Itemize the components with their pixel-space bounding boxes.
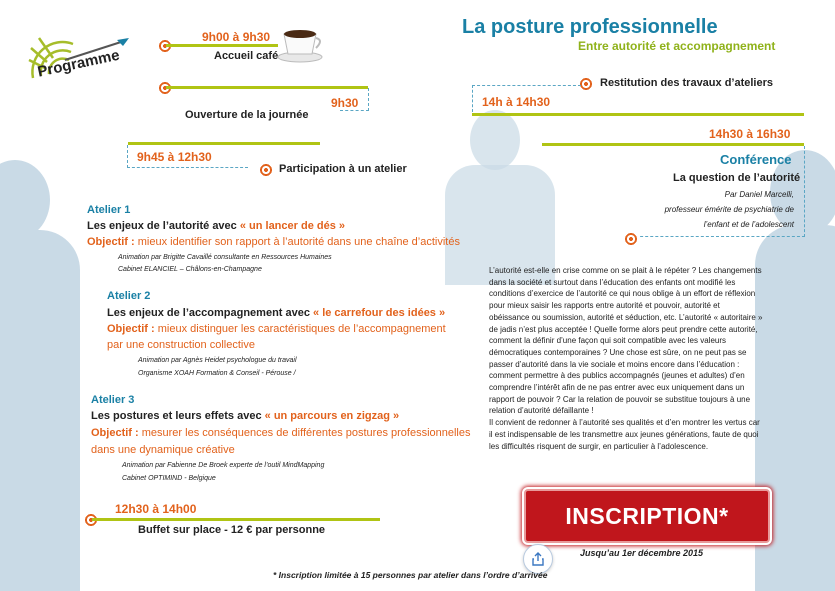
s2-label: Ouverture de la journée xyxy=(185,109,309,121)
silhouette-left-body xyxy=(0,230,80,591)
conference-body xyxy=(489,265,791,452)
body-line: conditions d’exercice de l’autorité ce qui nous oblige à un effort de réflexion xyxy=(489,289,756,299)
conference-title: La question de l’autorité xyxy=(673,172,801,184)
s3-label: Participation à un atelier xyxy=(279,163,407,175)
atelier-2-heading-quote: « le carrefour des idées » xyxy=(313,307,446,319)
body-line: comment permettre à des publics accompagnés (jeunes et adultes) d’en xyxy=(489,371,745,381)
atelier-1-animation: Animation par Brigitte Cavaillé consultante en Ressources Humaines xyxy=(118,254,332,261)
conference-role-2: l’enfant et de l’adolescent xyxy=(703,220,794,229)
atelier-2-objective xyxy=(107,323,446,335)
atelier-2-title: Atelier 2 xyxy=(107,290,151,302)
body-line: il est indispensable de les transmettre aux jeunes générations, faute de quoi xyxy=(489,429,759,439)
atelier-3-cabinet: Cabinet OPTIMIND - Belgique xyxy=(122,475,216,482)
conference-role-1: professeur émérite de psychiatrie de xyxy=(664,205,794,214)
divider-s2 xyxy=(166,86,368,89)
share-icon xyxy=(531,552,545,566)
s3-time: 9h45 à 12h30 xyxy=(137,150,212,164)
atelier-3-heading-quote: « un parcours en zigzag » xyxy=(264,410,400,422)
atelier-3-animation: Animation par Fabienne De Broek experte de l’outil MindMapping xyxy=(122,462,325,469)
atelier-1-objective-label: Objectif : xyxy=(87,236,135,248)
body-line: les difficultés risquent de surgir, en particulier à l’adolescence. xyxy=(489,441,709,451)
body-line: comment la définir d’une façon qui soit compatible avec les valeurs xyxy=(489,336,727,346)
body-line: comprendre l’intérêt afin de ne pas entrer avec eux uniquement dans un xyxy=(489,383,745,393)
atelier-1-title: Atelier 1 xyxy=(87,204,131,216)
inscription-button[interactable] xyxy=(524,489,770,543)
s5-time: 14h à 14h30 xyxy=(482,95,551,109)
atelier-3-heading xyxy=(91,410,399,422)
divider-s1 xyxy=(166,44,278,47)
body-line: obéissance ou soumission, autorité et séduction, etc. L’autorité « autoritaire » xyxy=(489,312,763,322)
s6-time: 14h30 à 16h30 xyxy=(709,127,791,141)
atelier-2-objective-cont: par une construction collective xyxy=(107,339,255,351)
body-line: dans la société et surtout dans l’éducation des enfants ont modifié les xyxy=(489,277,736,287)
s4-time: 12h30 à 14h00 xyxy=(115,502,197,516)
silhouette-left-head xyxy=(0,160,50,240)
body-line: de jadis n’est plus acceptée ! Quelle forme alors peut prendre cette autorité, xyxy=(489,324,758,334)
atelier-3-objective-cont: dans une dynamique créative xyxy=(91,444,235,456)
body-line: passer d’autorité dans la vie sociale et moins encore dans l’éducation : xyxy=(489,359,740,369)
body-line: rapport de pouvoir ? Car la relation de pouvoir se substitue toujours à une xyxy=(489,394,751,404)
atelier-1-cabinet: Cabinet ELANCIEL – Châlons-en-Champagne xyxy=(118,266,262,273)
page-subtitle: Entre autorité et accompagnement xyxy=(578,39,776,53)
atelier-1-heading-text: Les enjeux de l’autorité avec xyxy=(87,220,240,232)
conference-speaker: Par Daniel Marcelli, xyxy=(724,190,794,199)
atelier-2-objective-label: Objectif : xyxy=(107,323,155,335)
atelier-1-heading xyxy=(87,220,345,232)
inscription-label: INSCRIPTION* xyxy=(565,502,729,529)
divider-s4 xyxy=(92,518,380,521)
silhouette-mid-head xyxy=(470,110,520,170)
footnote: * Inscription limitée à 15 personnes par atelier dans l’ordre d’arrivée xyxy=(273,570,548,580)
body-line: L’autorité est-elle en crise comme on se plait à le répéter ? Les changements xyxy=(489,266,762,275)
s1-time: 9h00 à 9h30 xyxy=(202,30,271,44)
body-line: démocratiques contemporaines ? Une chose est sûre, on ne peut pas se xyxy=(489,347,747,357)
conference-label: Conférence xyxy=(720,152,792,167)
programme-label: Programme xyxy=(36,46,122,81)
target-icon-s3 xyxy=(258,162,274,178)
atelier-2-objective-text: mieux distinguer les caractéristiques de l’accompagnement xyxy=(154,323,446,335)
body-line: Il convient de redonner à l’autorité ses qualités et d’en montrer les vertus car xyxy=(489,418,760,428)
body-line: pour mieux saisir les rapports entre autorité et pouvoir, autorité et xyxy=(489,301,720,311)
target-icon-s6 xyxy=(623,231,639,247)
atelier-3-objective-label: Objectif : xyxy=(91,427,139,439)
atelier-2-animation: Animation par Agnès Heidet psychologue du travail xyxy=(138,357,297,364)
s5-label: Restitution des travaux d’ateliers xyxy=(600,77,773,89)
atelier-1-objective-text: mieux identifier son rapport à l’autorité dans une chaîne d’activités xyxy=(134,236,460,248)
atelier-2-heading-text: Les enjeux de l’accompagnement avec xyxy=(107,307,314,319)
s1-label: Accueil café xyxy=(214,50,279,62)
s2-time: 9h30 xyxy=(331,96,359,110)
coffee-cup-icon xyxy=(276,24,326,64)
page-title: La posture professionnelle xyxy=(462,16,718,38)
s4-label: Buffet sur place - 12 € par personne xyxy=(138,524,326,536)
atelier-1-objective xyxy=(87,236,460,248)
atelier-2-cabinet: Organisme XOAH Formation & Conseil - Pérouse / xyxy=(138,370,296,377)
divider-s5 xyxy=(472,113,804,116)
inscription-deadline: Jusqu’au 1er décembre 2015 xyxy=(580,548,704,558)
atelier-3-title: Atelier 3 xyxy=(91,394,135,406)
atelier-3-objective-text: mesurer les conséquences de différentes postures professionnelles xyxy=(138,427,471,439)
atelier-1-heading-quote: « un lancer de dés » xyxy=(239,220,345,232)
atelier-3-heading-text: Les postures et leurs effets avec xyxy=(91,410,265,422)
body-line: relation d’autorité défaillante ! xyxy=(489,406,594,416)
atelier-3-objective xyxy=(91,427,471,439)
atelier-2-heading xyxy=(107,307,445,319)
